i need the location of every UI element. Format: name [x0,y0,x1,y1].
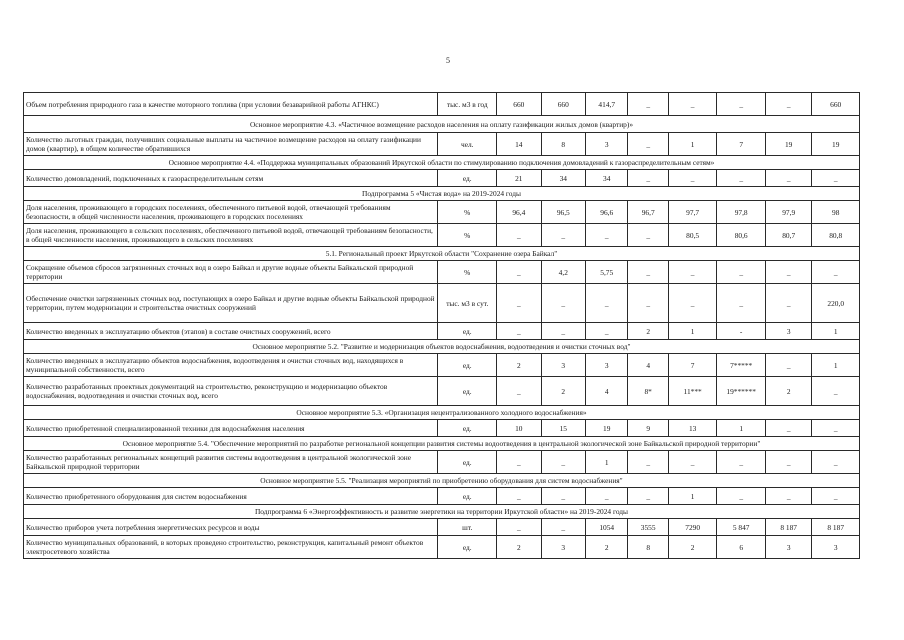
value-cell: _ [765,170,812,187]
unit-cell: % [438,224,497,247]
value-cell: _ [541,284,585,323]
unit-cell: ед. [438,488,497,505]
value-cell: _ [765,354,812,377]
value-cell: 97,7 [668,201,717,224]
indicator-row [24,284,860,323]
indicator-name: Количество введенных в эксплуатацию объектов водоснабжения, водоотведения и очистки сточных вод, находящихся в муниципальной собственности, всего [24,354,438,377]
value-cell: _ [628,224,668,247]
unit-cell: % [438,201,497,224]
value-cell: _ [717,261,766,284]
value-cell: _ [668,284,717,323]
value-cell: 414,7 [586,93,628,116]
value-cell: _ [765,93,812,116]
page-number: 5 [446,56,450,65]
value-cell: _ [586,323,628,340]
value-cell: 7***** [717,354,766,377]
value-cell: 97,8 [717,201,766,224]
value-cell: _ [668,93,717,116]
value-cell: _ [628,488,668,505]
indicator-name: Доля населения, проживающего в городских поселениях, обеспеченного питьевой водой, отвечающей требованиям безопасности, в общей численности населения, проживающего в городских поселениях [24,201,438,224]
value-cell: _ [812,488,860,505]
value-cell: _ [497,284,541,323]
section-header-row [24,505,860,519]
indicator-name: Количество домовладений, подключенных к газораспределительным сетям [24,170,438,187]
unit-cell: тыс. м3 в год [438,93,497,116]
indicator-row [24,323,860,340]
section-header-row [24,116,860,133]
value-cell: _ [497,323,541,340]
value-cell: 1 [668,133,717,156]
value-cell: _ [717,93,766,116]
value-cell: _ [541,519,585,536]
value-cell: 7290 [668,519,717,536]
indicator-name: Количество льготных граждан, получивших социальные выплаты на частичное возмещение расходов на оплату газификации домов (квартир), в общем количестве обратившихся [24,133,438,156]
unit-cell: ед. [438,451,497,474]
value-cell: _ [628,133,668,156]
value-cell: 1 [812,354,860,377]
value-cell: 1 [668,323,717,340]
indicator-row [24,519,860,536]
indicator-name: Обеспечение очистки загрязненных сточных вод, поступающих в озеро Байкал и другие водные объекты Байкальской природной территории, путем модернизации и строительства очистных сооружений [24,284,438,323]
section-header-row [24,187,860,201]
section-title: Основное мероприятие 5.5. "Реализация мероприятий по приобретению оборудования для систем водоснабжения" [24,474,860,488]
value-cell: _ [668,261,717,284]
value-cell: 80,5 [668,224,717,247]
section-header-row [24,247,860,261]
value-cell: 4,2 [541,261,585,284]
indicator-name: Количество введенных в эксплуатацию объектов (этапов) в составе очистных сооружений, всего [24,323,438,340]
indicator-name: Объем потребления природного газа в качестве моторного топлива (при условии безаварийной работы АГНКС) [24,93,438,116]
value-cell: 2 [497,354,541,377]
value-cell: _ [541,224,585,247]
value-cell: _ [765,488,812,505]
value-cell: _ [812,420,860,437]
section-header-row [24,474,860,488]
value-cell: _ [668,451,717,474]
value-cell: _ [812,261,860,284]
value-cell: 80,8 [812,224,860,247]
value-cell: 1 [812,323,860,340]
value-cell: 660 [541,93,585,116]
value-cell: _ [497,451,541,474]
value-cell: _ [812,170,860,187]
value-cell: 7 [717,133,766,156]
section-header-row [24,406,860,420]
indicator-name: Сокращение объемов сбросов загрязненных сточных вод в озеро Байкал и другие водные объекты Байкальской природной территории [24,261,438,284]
indicator-row [24,536,860,559]
section-title: Основное мероприятие 4.4. «Поддержка муниципальных образований Иркутской области по стимулированию подключения домовладений к газораспределительным сетям» [24,156,860,170]
indicator-row [24,133,860,156]
value-cell: 660 [497,93,541,116]
value-cell: 80,6 [717,224,766,247]
indicator-name: Количество приборов учета потребления энергетических ресурсов и воды [24,519,438,536]
indicator-name: Доля населения, проживающего в сельских поселениях, обеспеченного питьевой водой, отвечающей требованиям безопасности, в общей численности населения, проживающего в сельских поселениях [24,224,438,247]
section-title: Подпрограмма 5 «Чистая вода» на 2019-2024 годы [24,187,860,201]
indicator-row [24,201,860,224]
value-cell: _ [717,451,766,474]
value-cell: _ [497,224,541,247]
unit-cell: ед. [438,377,497,406]
value-cell: 5 847 [717,519,766,536]
value-cell: 660 [812,93,860,116]
indicator-row [24,170,860,187]
value-cell: _ [628,170,668,187]
unit-cell: шт. [438,519,497,536]
indicator-row [24,261,860,284]
indicator-row [24,354,860,377]
section-title: Основное мероприятие 4.3. «Частичное возмещение расходов населения на оплату газификации жилых домов (квартир)» [24,116,860,133]
value-cell: 2 [497,536,541,559]
value-cell: 8* [628,377,668,406]
section-header-row [24,437,860,451]
value-cell: 1 [586,451,628,474]
unit-cell: ед. [438,354,497,377]
value-cell: _ [541,451,585,474]
value-cell: 8 [541,133,585,156]
value-cell: 96,6 [586,201,628,224]
value-cell: 3 [586,133,628,156]
value-cell: - [717,323,766,340]
value-cell: 1 [717,420,766,437]
value-cell: 6 [717,536,766,559]
value-cell: 80,7 [765,224,812,247]
unit-cell: ед. [438,420,497,437]
value-cell: 5,75 [586,261,628,284]
value-cell: _ [717,284,766,323]
indicator-name: Количество разработанных проектных документаций на строительство, реконструкцию и модернизацию объектов водоснабжения, водоотведения и очистки сточных вод, всего [24,377,438,406]
value-cell: 8 [628,536,668,559]
value-cell: 21 [497,170,541,187]
value-cell: _ [541,488,585,505]
value-cell: 3 [541,354,585,377]
value-cell: 14 [497,133,541,156]
value-cell: 3 [812,536,860,559]
value-cell: 11*** [668,377,717,406]
value-cell: 3555 [628,519,668,536]
indicators-table [23,92,860,559]
value-cell: _ [717,488,766,505]
value-cell: 3 [586,354,628,377]
value-cell: 220,0 [812,284,860,323]
indicator-name: Количество разработанных региональных концепций развития системы водоотведения в центральной экологической зоне Байкальской природной территории [24,451,438,474]
value-cell: 15 [541,420,585,437]
section-title: Подпрограмма 6 «Энергоэффективность и развитие энергетики на территории Иркутской области» на 2019-2024 годы [24,505,860,519]
value-cell: 4 [628,354,668,377]
value-cell: 96,5 [541,201,585,224]
value-cell: 2 [541,377,585,406]
value-cell: 19 [765,133,812,156]
value-cell: _ [497,488,541,505]
unit-cell: ед. [438,323,497,340]
value-cell: 1054 [586,519,628,536]
value-cell: 96,4 [497,201,541,224]
value-cell: 3 [765,323,812,340]
value-cell: _ [586,284,628,323]
indicator-row [24,488,860,505]
unit-cell: ед. [438,536,497,559]
section-header-row [24,156,860,170]
value-cell: 19 [586,420,628,437]
value-cell: 2 [628,323,668,340]
indicator-name: Количество приобретенного оборудования для систем водоснабжения [24,488,438,505]
section-header-row [24,340,860,354]
value-cell: _ [628,93,668,116]
value-cell: 3 [541,536,585,559]
section-title: Основное мероприятие 5.4. "Обеспечение мероприятий по разработке региональной концепции развития системы водоотведения в центральной экологической зоне Байкальской природной территории" [24,437,860,451]
value-cell: 2 [765,377,812,406]
value-cell: _ [765,420,812,437]
value-cell: _ [628,261,668,284]
value-cell: _ [668,170,717,187]
value-cell: 98 [812,201,860,224]
value-cell: 1 [668,488,717,505]
value-cell: _ [497,519,541,536]
value-cell: _ [812,451,860,474]
value-cell: _ [497,377,541,406]
value-cell: 2 [668,536,717,559]
unit-cell: % [438,261,497,284]
value-cell: _ [765,451,812,474]
section-title: Основное мероприятие 5.3. «Организация нецентрализованного холодного водоснабжения» [24,406,860,420]
value-cell: 96,7 [628,201,668,224]
indicator-row [24,93,860,116]
unit-cell: чел. [438,133,497,156]
value-cell: 7 [668,354,717,377]
indicator-name: Количество приобретенной специализированной техники для водоснабжения населения [24,420,438,437]
indicator-row [24,377,860,406]
value-cell: _ [628,284,668,323]
unit-cell: тыс. м3 в сут. [438,284,497,323]
value-cell: _ [717,170,766,187]
value-cell: 19****** [717,377,766,406]
value-cell: _ [812,377,860,406]
value-cell: _ [765,284,812,323]
unit-cell: ед. [438,170,497,187]
indicator-row [24,420,860,437]
value-cell: 2 [586,536,628,559]
value-cell: 97,9 [765,201,812,224]
value-cell: _ [586,488,628,505]
value-cell: 8 187 [812,519,860,536]
value-cell: 34 [541,170,585,187]
indicator-row [24,224,860,247]
value-cell: 3 [765,536,812,559]
value-cell: 19 [812,133,860,156]
value-cell: 9 [628,420,668,437]
value-cell: 8 187 [765,519,812,536]
value-cell: _ [765,261,812,284]
value-cell: _ [586,224,628,247]
value-cell: 10 [497,420,541,437]
value-cell: 13 [668,420,717,437]
indicator-row [24,451,860,474]
value-cell: _ [497,261,541,284]
indicator-name: Количество муниципальных образований, в которых проведено строительство, реконструкция, капитальный ремонт объектов электросетевого хозяйства [24,536,438,559]
value-cell: 34 [586,170,628,187]
section-title: 5.1. Региональный проект Иркутской области "Сохранение озера Байкал" [24,247,860,261]
value-cell: _ [628,451,668,474]
value-cell: _ [541,323,585,340]
value-cell: 4 [586,377,628,406]
section-title: Основное мероприятие 5.2. "Развитие и модернизация объектов водоснабжения, водоотведения и очистки сточных вод" [24,340,860,354]
